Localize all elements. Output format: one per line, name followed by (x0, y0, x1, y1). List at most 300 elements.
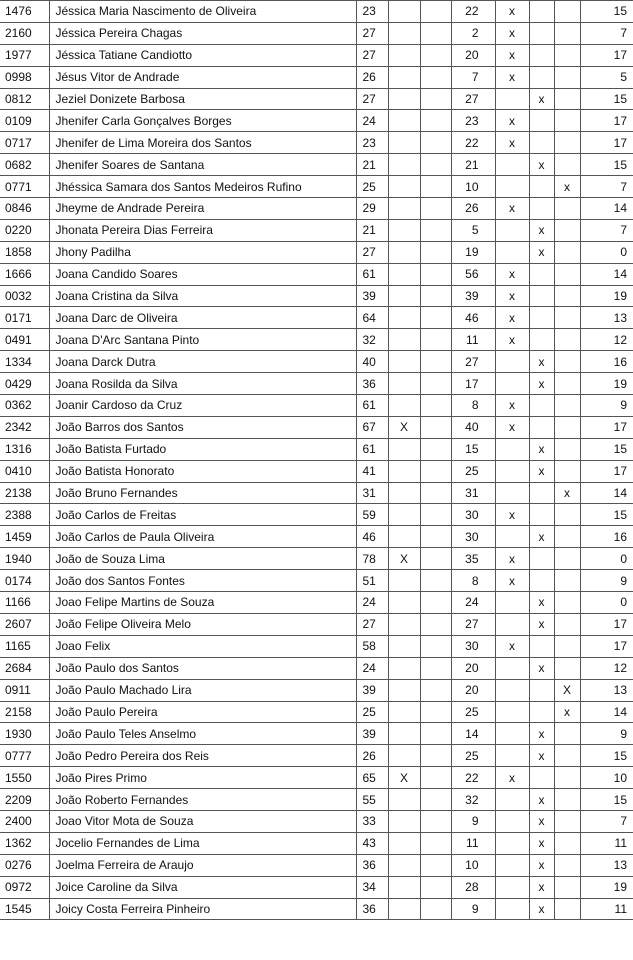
code-cell: 2684 (0, 657, 49, 679)
mark-b-cell (529, 1, 554, 23)
total-cell: 17 (580, 613, 633, 635)
flag-b-cell (420, 635, 451, 657)
flag-b-cell (420, 613, 451, 635)
flag-a-cell (388, 263, 420, 285)
flag-b-cell (420, 876, 451, 898)
code-cell: 1165 (0, 635, 49, 657)
mark-b-cell: x (529, 723, 554, 745)
name-cell: João de Souza Lima (49, 548, 356, 570)
age-cell: 65 (356, 767, 388, 789)
flag-b-cell (420, 898, 451, 920)
total-cell: 11 (580, 832, 633, 854)
mark-a-cell (495, 219, 529, 241)
table-row (0, 154, 633, 176)
table-row (0, 876, 633, 898)
code-cell: 0812 (0, 88, 49, 110)
age-cell: 41 (356, 460, 388, 482)
name-cell: Jeziel Donizete Barbosa (49, 88, 356, 110)
code-cell: 1166 (0, 592, 49, 614)
mark-c-cell (554, 548, 580, 570)
mark-a-cell: x (495, 570, 529, 592)
code-cell: 2209 (0, 789, 49, 811)
score-cell: 5 (451, 219, 495, 241)
age-cell: 27 (356, 22, 388, 44)
total-cell: 15 (580, 504, 633, 526)
code-cell: 1476 (0, 1, 49, 23)
flag-b-cell (420, 329, 451, 351)
code-cell: 1545 (0, 898, 49, 920)
table-row (0, 285, 633, 307)
mark-b-cell: x (529, 88, 554, 110)
name-cell: Jéssica Pereira Chagas (49, 22, 356, 44)
name-cell: João Batista Honorato (49, 460, 356, 482)
total-cell: 13 (580, 679, 633, 701)
mark-b-cell: x (529, 832, 554, 854)
code-cell: 0491 (0, 329, 49, 351)
age-cell: 25 (356, 176, 388, 198)
name-cell: João Batista Furtado (49, 438, 356, 460)
mark-a-cell: x (495, 22, 529, 44)
mark-b-cell: x (529, 810, 554, 832)
name-cell: Joana Cristina da Silva (49, 285, 356, 307)
total-cell: 7 (580, 176, 633, 198)
flag-a-cell (388, 635, 420, 657)
table-row (0, 88, 633, 110)
age-cell: 59 (356, 504, 388, 526)
mark-a-cell: x (495, 66, 529, 88)
mark-a-cell: x (495, 416, 529, 438)
name-cell: João Paulo Teles Anselmo (49, 723, 356, 745)
age-cell: 55 (356, 789, 388, 811)
flag-b-cell (420, 592, 451, 614)
flag-a-cell (388, 460, 420, 482)
flag-b-cell (420, 285, 451, 307)
mark-a-cell: x (495, 307, 529, 329)
score-cell: 10 (451, 176, 495, 198)
mark-a-cell (495, 526, 529, 548)
code-cell: 0911 (0, 679, 49, 701)
mark-b-cell: x (529, 876, 554, 898)
mark-c-cell (554, 351, 580, 373)
mark-b-cell: x (529, 592, 554, 614)
mark-a-cell (495, 460, 529, 482)
flag-a-cell (388, 789, 420, 811)
flag-b-cell (420, 657, 451, 679)
total-cell: 0 (580, 548, 633, 570)
score-cell: 30 (451, 526, 495, 548)
age-cell: 27 (356, 88, 388, 110)
total-cell: 9 (580, 723, 633, 745)
score-cell: 11 (451, 832, 495, 854)
table-row (0, 482, 633, 504)
mark-b-cell (529, 548, 554, 570)
code-cell: 2342 (0, 416, 49, 438)
flag-b-cell (420, 241, 451, 263)
total-cell: 14 (580, 263, 633, 285)
flag-b-cell (420, 351, 451, 373)
flag-b-cell (420, 373, 451, 395)
flag-a-cell (388, 44, 420, 66)
mark-b-cell (529, 329, 554, 351)
mark-a-cell (495, 657, 529, 679)
mark-a-cell: x (495, 635, 529, 657)
score-cell: 25 (451, 460, 495, 482)
flag-b-cell (420, 526, 451, 548)
mark-c-cell (554, 22, 580, 44)
score-cell: 28 (451, 876, 495, 898)
table-row (0, 329, 633, 351)
flag-b-cell (420, 438, 451, 460)
mark-b-cell: x (529, 789, 554, 811)
flag-b-cell (420, 416, 451, 438)
mark-c-cell (554, 198, 580, 220)
mark-b-cell (529, 176, 554, 198)
age-cell: 29 (356, 198, 388, 220)
mark-a-cell: x (495, 44, 529, 66)
flag-b-cell (420, 570, 451, 592)
table-row (0, 351, 633, 373)
table-row (0, 592, 633, 614)
total-cell: 14 (580, 701, 633, 723)
roster-body (0, 1, 633, 920)
mark-b-cell (529, 767, 554, 789)
mark-b-cell (529, 679, 554, 701)
mark-a-cell: x (495, 110, 529, 132)
score-cell: 23 (451, 110, 495, 132)
mark-a-cell: x (495, 548, 529, 570)
total-cell: 16 (580, 526, 633, 548)
mark-c-cell (554, 767, 580, 789)
code-cell: 0220 (0, 219, 49, 241)
flag-a-cell (388, 438, 420, 460)
flag-b-cell (420, 767, 451, 789)
age-cell: 61 (356, 263, 388, 285)
flag-a-cell (388, 88, 420, 110)
table-row (0, 438, 633, 460)
mark-c-cell (554, 854, 580, 876)
flag-a-cell (388, 395, 420, 417)
age-cell: 34 (356, 876, 388, 898)
mark-b-cell (529, 395, 554, 417)
mark-b-cell (529, 504, 554, 526)
score-cell: 31 (451, 482, 495, 504)
flag-a-cell (388, 132, 420, 154)
flag-a-cell (388, 66, 420, 88)
mark-c-cell (554, 526, 580, 548)
mark-b-cell: x (529, 241, 554, 263)
name-cell: Jésus Vitor de Andrade (49, 66, 356, 88)
mark-a-cell (495, 854, 529, 876)
mark-b-cell (529, 416, 554, 438)
mark-c-cell (554, 723, 580, 745)
table-row (0, 460, 633, 482)
code-cell: 0777 (0, 745, 49, 767)
flag-a-cell: X (388, 767, 420, 789)
table-row (0, 198, 633, 220)
score-cell: 25 (451, 745, 495, 767)
score-cell: 40 (451, 416, 495, 438)
flag-b-cell (420, 832, 451, 854)
flag-b-cell (420, 110, 451, 132)
mark-a-cell: x (495, 1, 529, 23)
table-row (0, 701, 633, 723)
name-cell: Joana Darc de Oliveira (49, 307, 356, 329)
code-cell: 1666 (0, 263, 49, 285)
mark-a-cell (495, 701, 529, 723)
table-row (0, 44, 633, 66)
score-cell: 30 (451, 504, 495, 526)
mark-a-cell: x (495, 504, 529, 526)
flag-a-cell (388, 373, 420, 395)
mark-a-cell (495, 373, 529, 395)
score-cell: 20 (451, 657, 495, 679)
table-row (0, 526, 633, 548)
name-cell: Joao Felipe Martins de Souza (49, 592, 356, 614)
table-row (0, 854, 633, 876)
table-row (0, 176, 633, 198)
score-cell: 32 (451, 789, 495, 811)
table-row (0, 373, 633, 395)
flag-b-cell (420, 22, 451, 44)
flag-a-cell (388, 592, 420, 614)
table-row (0, 504, 633, 526)
table-row (0, 66, 633, 88)
code-cell: 0998 (0, 66, 49, 88)
score-cell: 19 (451, 241, 495, 263)
code-cell: 2388 (0, 504, 49, 526)
name-cell: Jhony Padilha (49, 241, 356, 263)
code-cell: 0174 (0, 570, 49, 592)
table-row (0, 745, 633, 767)
mark-c-cell (554, 504, 580, 526)
score-cell: 9 (451, 898, 495, 920)
score-cell: 2 (451, 22, 495, 44)
score-cell: 20 (451, 44, 495, 66)
score-cell: 8 (451, 570, 495, 592)
flag-b-cell (420, 88, 451, 110)
table-row (0, 416, 633, 438)
age-cell: 27 (356, 44, 388, 66)
flag-b-cell (420, 307, 451, 329)
name-cell: Jéssica Maria Nascimento de Oliveira (49, 1, 356, 23)
name-cell: Joao Felix (49, 635, 356, 657)
age-cell: 24 (356, 592, 388, 614)
score-cell: 17 (451, 373, 495, 395)
score-cell: 24 (451, 592, 495, 614)
code-cell: 0362 (0, 395, 49, 417)
table-row (0, 898, 633, 920)
total-cell: 17 (580, 635, 633, 657)
code-cell: 0429 (0, 373, 49, 395)
mark-a-cell (495, 438, 529, 460)
flag-b-cell (420, 263, 451, 285)
table-row (0, 132, 633, 154)
name-cell: João Paulo Machado Lira (49, 679, 356, 701)
total-cell: 7 (580, 810, 633, 832)
age-cell: 61 (356, 395, 388, 417)
table-row (0, 263, 633, 285)
age-cell: 43 (356, 832, 388, 854)
total-cell: 19 (580, 876, 633, 898)
score-cell: 8 (451, 395, 495, 417)
age-cell: 39 (356, 723, 388, 745)
flag-a-cell (388, 285, 420, 307)
table-row (0, 657, 633, 679)
mark-b-cell (529, 482, 554, 504)
flag-b-cell (420, 723, 451, 745)
score-cell: 11 (451, 329, 495, 351)
flag-a-cell (388, 723, 420, 745)
total-cell: 10 (580, 767, 633, 789)
flag-a-cell (388, 570, 420, 592)
age-cell: 26 (356, 745, 388, 767)
mark-c-cell (554, 789, 580, 811)
total-cell: 17 (580, 110, 633, 132)
name-cell: Joelma Ferreira de Araujo (49, 854, 356, 876)
name-cell: Jhéssica Samara dos Santos Medeiros Rufino (49, 176, 356, 198)
total-cell: 15 (580, 154, 633, 176)
score-cell: 35 (451, 548, 495, 570)
mark-a-cell: x (495, 198, 529, 220)
flag-a-cell (388, 329, 420, 351)
total-cell: 5 (580, 66, 633, 88)
age-cell: 25 (356, 701, 388, 723)
total-cell: 0 (580, 592, 633, 614)
total-cell: 15 (580, 789, 633, 811)
mark-b-cell (529, 570, 554, 592)
age-cell: 78 (356, 548, 388, 570)
age-cell: 27 (356, 613, 388, 635)
age-cell: 58 (356, 635, 388, 657)
table-row (0, 307, 633, 329)
total-cell: 13 (580, 854, 633, 876)
mark-b-cell (529, 285, 554, 307)
age-cell: 36 (356, 373, 388, 395)
name-cell: Jocelio Fernandes de Lima (49, 832, 356, 854)
mark-a-cell (495, 154, 529, 176)
age-cell: 67 (356, 416, 388, 438)
mark-c-cell (554, 570, 580, 592)
flag-a-cell (388, 176, 420, 198)
mark-a-cell: x (495, 263, 529, 285)
score-cell: 30 (451, 635, 495, 657)
age-cell: 51 (356, 570, 388, 592)
mark-a-cell (495, 176, 529, 198)
score-cell: 22 (451, 1, 495, 23)
score-cell: 27 (451, 351, 495, 373)
name-cell: João Pires Primo (49, 767, 356, 789)
mark-c-cell (554, 219, 580, 241)
name-cell: Joanir Cardoso da Cruz (49, 395, 356, 417)
table-row (0, 548, 633, 570)
age-cell: 36 (356, 898, 388, 920)
flag-a-cell (388, 745, 420, 767)
flag-a-cell (388, 110, 420, 132)
score-cell: 22 (451, 767, 495, 789)
name-cell: Joana Candido Soares (49, 263, 356, 285)
mark-a-cell (495, 241, 529, 263)
mark-c-cell (554, 613, 580, 635)
mark-c-cell (554, 373, 580, 395)
code-cell: 1977 (0, 44, 49, 66)
flag-a-cell (388, 701, 420, 723)
mark-b-cell: x (529, 438, 554, 460)
mark-a-cell (495, 482, 529, 504)
mark-c-cell (554, 285, 580, 307)
age-cell: 39 (356, 285, 388, 307)
mark-c-cell (554, 876, 580, 898)
name-cell: Jéssica Tatiane Candiotto (49, 44, 356, 66)
age-cell: 26 (356, 66, 388, 88)
age-cell: 32 (356, 329, 388, 351)
table-row (0, 810, 633, 832)
total-cell: 12 (580, 329, 633, 351)
name-cell: Joicy Costa Ferreira Pinheiro (49, 898, 356, 920)
table-row (0, 635, 633, 657)
mark-c-cell (554, 263, 580, 285)
total-cell: 9 (580, 395, 633, 417)
age-cell: 23 (356, 1, 388, 23)
table-row (0, 241, 633, 263)
flag-b-cell (420, 854, 451, 876)
mark-c-cell (554, 154, 580, 176)
score-cell: 9 (451, 810, 495, 832)
flag-a-cell (388, 351, 420, 373)
mark-c-cell (554, 592, 580, 614)
mark-a-cell (495, 789, 529, 811)
mark-b-cell (529, 635, 554, 657)
age-cell: 27 (356, 241, 388, 263)
score-cell: 21 (451, 154, 495, 176)
total-cell: 12 (580, 657, 633, 679)
mark-b-cell: x (529, 745, 554, 767)
mark-b-cell: x (529, 898, 554, 920)
total-cell: 17 (580, 460, 633, 482)
mark-b-cell: x (529, 373, 554, 395)
mark-c-cell (554, 110, 580, 132)
mark-c-cell (554, 745, 580, 767)
age-cell: 31 (356, 482, 388, 504)
flag-b-cell (420, 679, 451, 701)
total-cell: 19 (580, 285, 633, 307)
mark-c-cell (554, 307, 580, 329)
age-cell: 61 (356, 438, 388, 460)
total-cell: 13 (580, 307, 633, 329)
name-cell: João Paulo dos Santos (49, 657, 356, 679)
mark-b-cell: x (529, 613, 554, 635)
mark-c-cell (554, 44, 580, 66)
total-cell: 0 (580, 241, 633, 263)
flag-a-cell (388, 657, 420, 679)
age-cell: 36 (356, 854, 388, 876)
mark-a-cell: x (495, 132, 529, 154)
flag-a-cell (388, 526, 420, 548)
code-cell: 1940 (0, 548, 49, 570)
flag-b-cell (420, 198, 451, 220)
name-cell: Joana D'Arc Santana Pinto (49, 329, 356, 351)
name-cell: João Carlos de Freitas (49, 504, 356, 526)
flag-a-cell (388, 219, 420, 241)
mark-b-cell: x (529, 526, 554, 548)
flag-a-cell (388, 482, 420, 504)
flag-a-cell (388, 613, 420, 635)
mark-c-cell (554, 329, 580, 351)
flag-a-cell (388, 1, 420, 23)
age-cell: 24 (356, 657, 388, 679)
mark-c-cell (554, 898, 580, 920)
name-cell: João Roberto Fernandes (49, 789, 356, 811)
mark-c-cell (554, 657, 580, 679)
